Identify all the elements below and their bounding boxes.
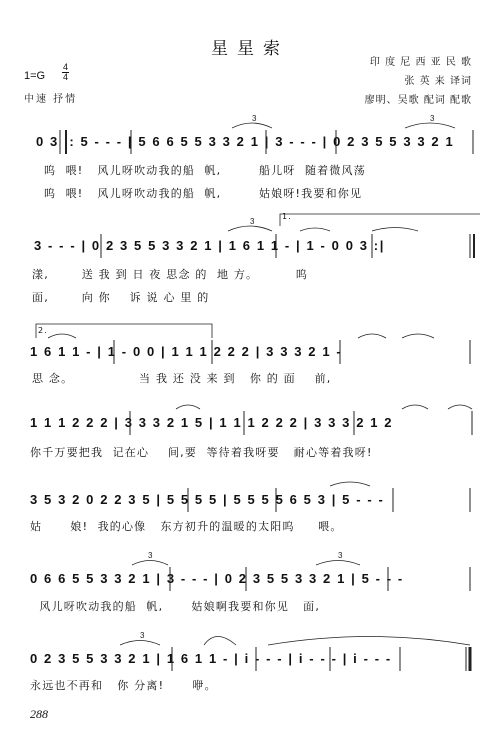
svg-text:3: 3 [140, 631, 145, 640]
svg-text:3: 3 [252, 114, 257, 123]
credit-translator: 张 英 来 译词 [404, 76, 472, 87]
page-number: 288 [30, 707, 48, 721]
credit-arranger: 廖明、吴歌 配词 配歌 [364, 95, 472, 106]
lyrics-row-2-verse-1: 漾, 送 我 到 日 夜 思念 的 地 方。 呜 [32, 268, 309, 281]
lyrics-row-2-verse-2: 面, 向 你 诉 说 心 里 的 [32, 291, 210, 304]
time-signature-bottom: 4 [62, 72, 68, 82]
lyrics-row-7: 永远也不再和 你 分离! 咿。 [30, 679, 217, 692]
volta-1-label: 1. [282, 212, 293, 221]
lyrics-row-1-verse-1: 呜 喂! 风儿呀吹动我的船 帆, 船儿呀 随着微风荡 [44, 164, 366, 177]
lyrics-row-4: 你千万要把我 记在心 间,要 等待着我呀要 耐心等着我呀! [30, 446, 373, 459]
svg-text:3: 3 [338, 551, 343, 560]
key-signature: 1=G [24, 70, 46, 82]
credit-origin: 印 度 尼 西 亚 民 歌 [369, 57, 472, 68]
notation-row-5-text: 3 5 3 2 0 2 2 3 5 | 5 5 5 5 | 5 5 5 5 6 5 3 | 5 - - - [30, 492, 385, 507]
svg-text:3: 3 [430, 114, 435, 123]
svg-text:3: 3 [148, 551, 153, 560]
lyrics-row-6: 风儿呀吹动我的船 帆, 姑娘啊我要和你见 面, [30, 600, 321, 613]
tempo-marking: 中速 抒情 [24, 94, 78, 105]
notation-row-2-text: 3 - - - | 0 2 3 5 5 3 3 2 1 | 1 6 1 1 - | 1 - 0 0 3 :| [34, 238, 385, 253]
song-title: 星星索 [211, 39, 289, 59]
time-signature-top: 4 [62, 62, 68, 72]
lyrics-row-3: 思 念。 当 我 还 没 来 到 你 的 面 前, [32, 372, 332, 385]
notation-row-3-text: 1 6 1 1 - | 1 - 0 0 | 1 1 1 2 2 2 | 3 3 3 2 1 - [30, 344, 343, 359]
svg-text:3: 3 [250, 217, 255, 226]
lyrics-row-1-verse-2: 呜 喂! 风儿呀吹动我的船 帆, 姑娘呀!我要和你见 [44, 187, 363, 200]
notation-row-6-text: 0 6 6 5 5 3 3 2 1 | 3 - - - | 0 2 3 5 5 3 3 2 1 | 5 - - - [30, 571, 404, 586]
volta-2-label: 2. [38, 326, 49, 335]
notation-row-1-text: 0 3 |: 5 - - - | 5 6 6 5 5 3 3 2 1 | 3 - - - | 0 2 3 5 5 3 3 2 1 [36, 134, 455, 149]
lyrics-row-5: 姑 娘! 我的心像 东方初升的温暖的太阳呜 喂。 [30, 520, 343, 533]
notation-row-4-text: 1 1 1 2 2 2 | 3 3 3 2 1 5 | 1 1 1 2 2 2 | 3 3 3 2 1 2 [30, 415, 394, 430]
notation-row-7-text: 0 2 3 5 5 3 3 2 1 | 1 6 1 1 - | i - - - | i - - - | i - - - [30, 651, 392, 666]
